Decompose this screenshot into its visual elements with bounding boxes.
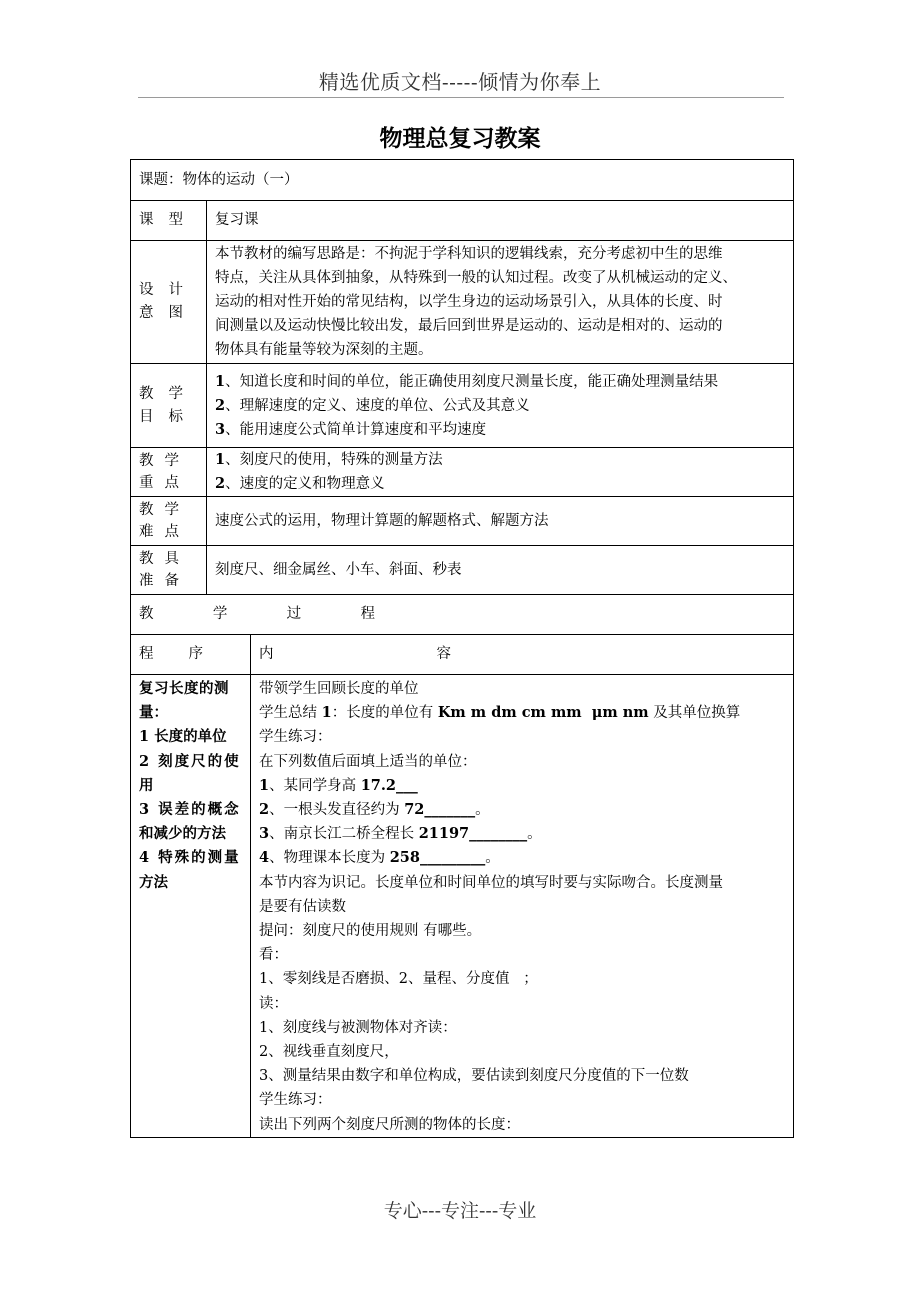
content-line: 是要有估读数	[259, 898, 346, 915]
answer-blank: ________	[469, 825, 528, 843]
goals-label: 教学 目标	[131, 364, 207, 448]
procedure-line: 用	[139, 776, 154, 794]
answer-blank: _______	[424, 801, 476, 819]
key-points-label: 教学 重点	[131, 448, 207, 497]
procedure-line: 方法	[139, 873, 168, 891]
procedure-line: 3 误差的概念	[139, 801, 241, 819]
content-line: 1、刻度线与被测物体对齐读：	[259, 1019, 457, 1036]
key-points-row	[131, 448, 794, 497]
goal-item: 3、能用速度公式简单计算速度和平均速度	[215, 420, 487, 438]
topic-cell: 课题：物体的运动（一）	[131, 160, 794, 201]
design-line: 间测量以及运动快慢比较出发，最后回到世界是运动的、运动是相对的、运动的	[215, 318, 723, 334]
procedure-line: 和减少的方法	[139, 825, 226, 843]
key-point-item: 1、刻度尺的使用，特殊的测量方法	[215, 451, 443, 468]
goal-item: 1、知道长度和时间的单位，能正确使用刻度尺测量长度，能正确处理测量结果	[215, 372, 719, 390]
design-row	[131, 241, 794, 364]
content-line: 1、零刻线是否磨损、2、量程、分度值 ；	[259, 971, 538, 988]
header-rule	[138, 97, 784, 98]
page-title: 物理总复习教案	[379, 125, 541, 152]
content-line: 学生练习：	[259, 729, 332, 746]
design-line: 运动的相对性开始的常见结构，以学生身边的运动场景引入，从具体的长度、时	[215, 294, 723, 310]
lesson-type-row	[131, 201, 794, 241]
design-line: 特点，关注从具体到抽象，从特殊到一般的认知过程。改变了从机械运动的定义、	[215, 270, 737, 286]
column-header-row	[131, 635, 794, 675]
design-content	[207, 241, 794, 364]
procedure-line: 复习长度的测	[139, 680, 229, 697]
content-line: 看：	[259, 947, 288, 964]
exercise-item: 3、南京长江二桥全程长 21197________。	[259, 825, 542, 843]
procedure-line: 2 刻度尺的使	[139, 752, 241, 770]
lesson-type-label: 课型	[131, 201, 207, 241]
lesson-plan-table	[130, 159, 794, 1138]
materials-label: 教具 准备	[131, 546, 207, 595]
content-line: 读：	[259, 995, 288, 1012]
difficulties-value: 速度公式的运用，物理计算题的解题格式、解题方法	[207, 497, 794, 546]
goal-item: 2、理解速度的定义、速度的单位、公式及其意义	[215, 396, 530, 414]
content-line: 带领学生回顾长度的单位	[259, 681, 419, 697]
content-line: 2、视线垂直刻度尺，	[259, 1044, 399, 1061]
process-row	[131, 675, 794, 1138]
materials-value: 刻度尺、细金属丝、小车、斜面、秒表	[207, 546, 794, 595]
content-line: 本节内容为识记。长度单位和时间单位的填写时要与实际吻合。长度测量	[259, 874, 723, 891]
procedure-line: 1 长度的单位	[139, 728, 227, 746]
procedure-column-header: 程 序	[131, 635, 251, 675]
goals-row	[131, 364, 794, 448]
exercise-item: 1、某同学身高 17.2___	[259, 776, 418, 794]
goals-content	[207, 364, 794, 448]
content-line: 提问：刻度尺的使用规则 有哪些。	[259, 923, 482, 940]
difficulties-row	[131, 497, 794, 546]
content-line: 学生总结 1：长度的单位有 Km m dm cm mm μm nm 及其单位换算	[259, 704, 741, 722]
answer-blank: ___	[396, 776, 418, 794]
materials-row	[131, 546, 794, 595]
content-line: 3、测量结果由数字和单位构成，要估读到刻度尺分度值的下一位数	[259, 1068, 689, 1085]
procedure-line: 量：	[139, 704, 168, 722]
content-line: 学生练习：	[259, 1092, 332, 1109]
page-footer: 专心---专注---专业	[383, 1200, 537, 1222]
exercise-item: 2、一根头发直径约为 72_______。	[259, 801, 490, 819]
content-line: 在下列数值后面填上适当的单位：	[259, 753, 477, 770]
content-column-header: 内 容	[251, 635, 794, 675]
exercise-item: 4、物理课本长度为 258_________。	[259, 849, 500, 867]
design-line: 本节教材的编写思路是：不拘泥于学科知识的逻辑线索，充分考虑初中生的思维	[215, 246, 723, 262]
process-heading: 教 学 过 程	[131, 595, 794, 635]
design-label: 设计 意图	[131, 241, 207, 364]
process-heading-row	[131, 595, 794, 635]
topic-row	[131, 160, 794, 201]
procedure-line: 4 特殊的测量	[139, 849, 241, 867]
key-points-content	[207, 448, 794, 497]
content-cell	[251, 675, 794, 1138]
procedure-cell	[131, 675, 251, 1138]
answer-blank: _________	[419, 849, 486, 867]
design-line: 物体具有能量等较为深刻的主题。	[215, 342, 433, 358]
content-line: 读出下列两个刻度尺所测的物体的长度：	[259, 1116, 520, 1133]
key-point-item: 2、速度的定义和物理意义	[215, 475, 385, 492]
difficulties-label: 教学 难点	[131, 497, 207, 546]
lesson-type-value: 复习课	[207, 201, 794, 241]
page-header: 精选优质文档-----倾情为你奉上	[318, 70, 602, 94]
